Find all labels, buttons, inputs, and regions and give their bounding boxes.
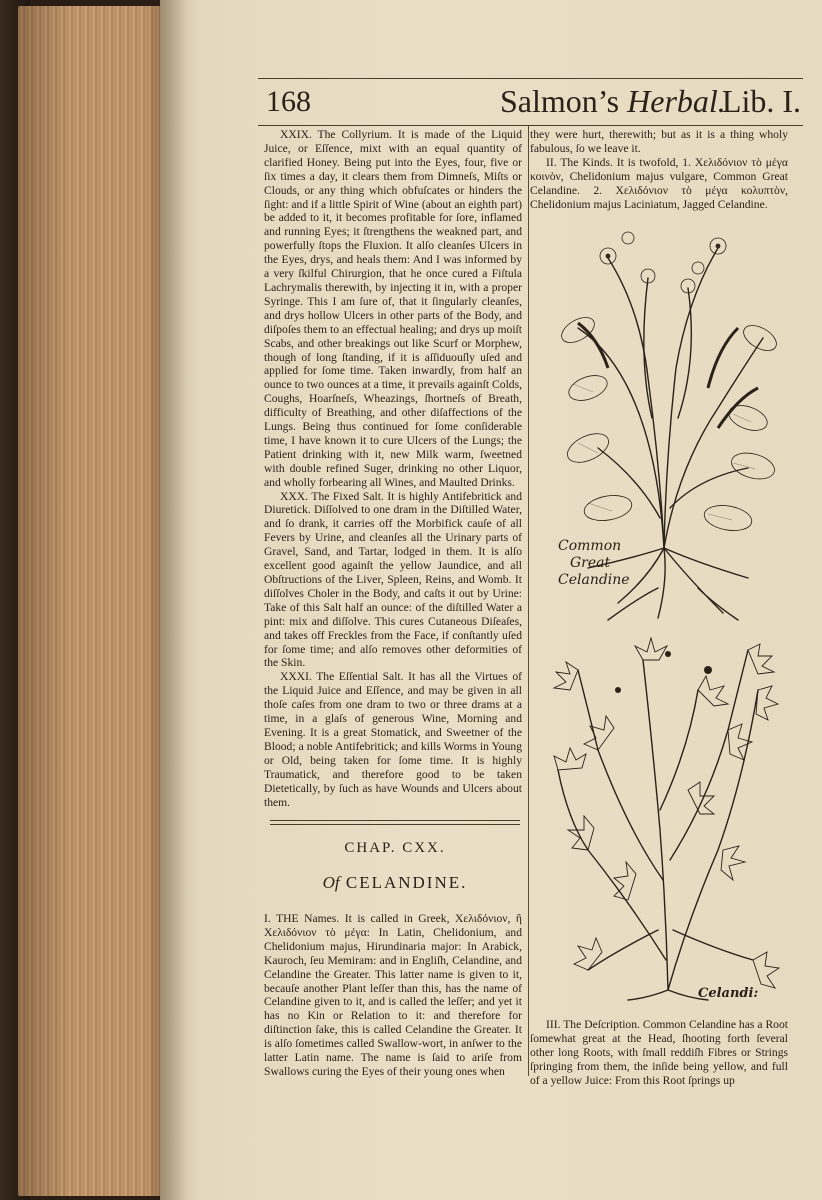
running-title — [500, 83, 726, 120]
page-number: 168 — [266, 85, 311, 118]
plate1-caption — [558, 538, 630, 589]
book-page — [160, 0, 822, 1200]
title-herbal: Herbal. — [627, 83, 726, 119]
paragraph-continuation: they were hurt, therewith; but as it is a thing wholy fabulous, ſo we leave it. — [530, 128, 788, 155]
gutter-shadow — [160, 0, 188, 1200]
plate1-caption-line3: Celandine — [558, 572, 630, 588]
chapter-of: Of — [322, 873, 340, 892]
running-header — [258, 78, 803, 126]
column-divider — [528, 126, 529, 1076]
chapter-subject — [270, 873, 520, 893]
left-column — [264, 128, 522, 809]
book-number: Lib. I. — [721, 83, 801, 119]
paragraph-kinds: II. The Kinds. It is twofold, 1. Χελιδόνιον τὸ μέγα κοινὸν, Chelidonium majus vulgare, Common Great Celandine. 2. Χελιδόνιον τὸ μέγα κολυπτὸν, Chelidonium majus Laciniatum, Jagged Celandine. — [530, 155, 788, 211]
paragraph-collyrium: XXIX. The Collyrium. It is made of the Liquid Juice, or Eſſence, mixt with an equal quantity of clarified Honey. Being put into the Eyes, four, five or ſix times a day, it clears them from Dimneſs, Miſts or Clouds, or any thing which obfuſcates or hinders the ſight: and if a little Spirit of Wine (about an eighth part) be added to it, it becomes profitable for ſore, inflamed and running Eyes; it ſtrengthens the weakned part, and powerfully ſtops the Fluxion. It alſo cleanſes Ulcers in the Eyes, drys, and heals them: And I was informed by a very ſkilful Chirurgion, that he once cured a Fiſtula Lachrymalis therewith, by injecting it in, with a proper Syringe. This I am ſure of, that it ſingularly cleanſes, and drys hollow Ulcers in other parts of the Body, and diſpoſes them to an effectual healing; and drys up moiſt Scabs, and other breakings out like Scurf or Morphew, though of long ſtanding, if it is aſſiduouſly uſed and applied for ſome time. Taken inwardly, from half an ounce to two ounces at a time, it prevails againſt Colds, Coughs, Hoarſneſs, Wheazings, ſhortneſs of Breath, difficulty of Breathing, and other diſaffections of the Lungs. Being thus continued for ſome conſiderable time, I have known it to cure Ulcers of the Lungs; the Patient drinking with it, new Milk warm, ſweetned with double refined Suger, drinking no other Liquor, and wholly forbearing all Wines, and Maulted Drinks. — [264, 128, 522, 489]
chapter-rule-top — [270, 820, 520, 821]
page-stack-edges — [18, 6, 168, 1196]
plate1-caption-line2: Great — [570, 555, 611, 571]
right-column-bottom — [530, 1018, 788, 1088]
chapter-number: CHAP. CXX. — [344, 840, 446, 856]
title-prefix: Salmon’s — [500, 83, 620, 119]
right-column-top — [530, 128, 788, 211]
paragraph-description: III. The Deſcription. Common Celandine has a Root ſomewhat great at the Head, ſhooting forth ſeveral other long Roots, with ſmall reddiſh Fibres or Strings ſpringing from them, the inſide being yellow, and full of a yellow Juice: From this Root ſprings up — [530, 1018, 788, 1087]
chapter-subject-name: CELANDINE. — [345, 873, 468, 892]
paragraph-fixed-salt: XXX. The Fixed Salt. It is highly Antifebritick and Diuretick. Diſſolved to one dram in the Diſtilled Water, and ſo drank, it carries off the Morbifick cauſe of all Fevers by Urine, and cleanſes all the Urinary parts of Gravel, Sand, and Tartar, lodged in them. It is alſo excellent good againſt the yellow Jaundice, and all Obſtructions of the Liver, Spleen, Reins, and Womb. It diſſolves Choler in the Body, and caſts it out by Urine: Take of this Salt half an ounce: of the diſtilled Water a pint: mix and diſſolve. This cures Cutaneous Diſeaſes, and takes off Freckles from the Face, if conſtantly uſed for ſome time; and alſo removes other deformities of the Skin. — [264, 489, 522, 670]
paragraph-names: I. THE Names. It is called in Greek, Χελιδόνιον, ἢ Χελιδόνιον τὸ μέγα: In Latin, Chelidonium, and Chelidonium majus, Hirundinaria major: In Arabick, Kauroch, ſeu Memiram: and in Engliſh, Celandine, and Celandine the Greater. This latter name is given to it, becauſe another Plant leſſer than this, has the name of Celandine given to it, and is called the leſſer; and yet it has no Kin or Relation to it: and therefore for diſtinction ſake, this is called Celandine the Greater. It is alſo ſometimes called Swallow-wort, in anſwer to the latter Latin name. The name is ſaid to ariſe from Swallows curing the Eyes of their young ones when — [264, 912, 522, 1078]
woodcut-jagged-celandine — [548, 630, 780, 1002]
chapter-rule-top-double — [270, 824, 520, 825]
names-section — [264, 912, 522, 1079]
plate2-caption: Celandi: — [698, 986, 759, 1001]
paragraph-essential-salt: XXXI. The Eſſential Salt. It has all the Virtues of the Liquid Juice and Eſſence, and may be given in all thoſe caſes from one dram to two or three drams at a time, in a glaſs of generous Wine, Morning and Evening. It is a great Stomatick, and Sweetner of the Blood; a noble Antifebritick; and kills Worms in Young or Old, being taken for ſome time. It is highly Traumatick, and therefore good to be taken Dietetically, by ſuch as have Wounds and Ulcers about them. — [264, 670, 522, 809]
plate1-caption-line1: Common — [558, 538, 622, 554]
